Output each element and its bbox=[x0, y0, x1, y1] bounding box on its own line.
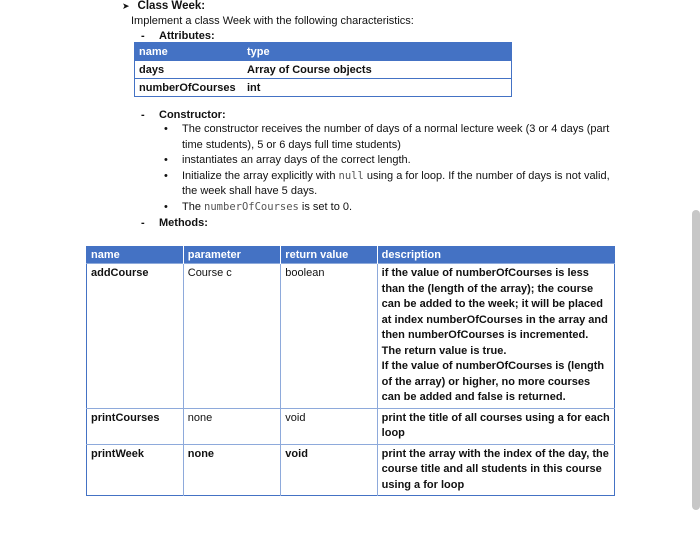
constructor-label bbox=[141, 109, 226, 121]
list-item-text: instantiates an array days of the correct length. bbox=[182, 154, 411, 166]
header-type: type bbox=[243, 43, 512, 61]
dash-bullet-icon: - bbox=[141, 217, 145, 229]
method-parameter: none bbox=[183, 444, 281, 496]
methods-label-text: Methods: bbox=[159, 217, 208, 229]
table-header-row bbox=[135, 43, 512, 61]
attributes-label-text: Attributes: bbox=[159, 30, 215, 42]
method-return: void bbox=[281, 444, 377, 496]
constructor-list bbox=[160, 122, 610, 215]
header-description: description bbox=[377, 247, 614, 264]
header-name: name bbox=[87, 247, 184, 264]
attr-name: days bbox=[135, 61, 244, 79]
attributes-label bbox=[141, 30, 215, 42]
attr-type: int bbox=[243, 79, 512, 97]
table-row bbox=[87, 408, 615, 444]
header-return: return value bbox=[281, 247, 377, 264]
bullet-icon: • bbox=[164, 169, 168, 182]
list-item-text: The constructor receives the number of days of a normal lecture week (3 or 4 days (part time students), 5 or 6 days full time students) bbox=[182, 123, 610, 151]
table-row bbox=[135, 79, 512, 97]
header-name: name bbox=[135, 43, 244, 61]
method-description bbox=[377, 264, 614, 409]
description-paragraph: If the value of numberOfCourses is (length of the array) or higher, no more courses can be added and false is returned. bbox=[381, 360, 605, 403]
inline-code: numberOfCourses bbox=[204, 200, 299, 213]
method-description: print the title of all courses using a for each loop bbox=[377, 408, 614, 444]
methods-label bbox=[141, 217, 208, 229]
description-paragraph: if the value of numberOfCourses is less than the (length of the array); the course can be added to the week; it will be placed at index numberOfCourses in the array and then numberOfCourses is incremented. The return value is true. bbox=[381, 267, 608, 357]
section-title: Class Week: bbox=[137, 0, 206, 12]
method-name: addCourse bbox=[87, 264, 184, 409]
arrow-bullet-icon: ➤ bbox=[122, 1, 130, 11]
list-item-text: The bbox=[182, 200, 201, 213]
list-item-text: using a for loop. If the number of days is not valid, the week shall have 5 days. bbox=[182, 169, 610, 197]
method-parameter: none bbox=[183, 408, 281, 444]
constructor-label-text: Constructor: bbox=[159, 109, 226, 121]
dash-bullet-icon: - bbox=[141, 30, 145, 42]
list-item bbox=[160, 153, 610, 169]
list-item bbox=[160, 200, 610, 216]
attr-type: Array of Course objects bbox=[243, 61, 512, 79]
table-row bbox=[87, 264, 615, 409]
inline-code: null bbox=[338, 169, 364, 182]
list-item bbox=[160, 169, 610, 200]
list-item bbox=[160, 122, 610, 153]
list-item-text: Initialize the array explicitly with bbox=[182, 169, 336, 182]
method-return: boolean bbox=[281, 264, 377, 409]
method-parameter: Course c bbox=[183, 264, 281, 409]
bullet-icon: • bbox=[164, 123, 168, 135]
dash-bullet-icon: - bbox=[141, 109, 145, 121]
list-item-text: is set to 0. bbox=[301, 200, 353, 213]
methods-table bbox=[86, 246, 615, 496]
section-intro: Implement a class Week with the following characteristics: bbox=[131, 15, 414, 27]
bullet-icon: • bbox=[164, 200, 168, 213]
attributes-table bbox=[134, 42, 512, 97]
vertical-scrollbar[interactable] bbox=[692, 210, 700, 510]
header-parameter: parameter bbox=[183, 247, 281, 264]
bullet-icon: • bbox=[164, 154, 168, 166]
section-heading bbox=[122, 0, 205, 12]
table-row bbox=[135, 61, 512, 79]
table-header-row bbox=[87, 247, 615, 264]
method-name: printWeek bbox=[87, 444, 184, 496]
method-name: printCourses bbox=[87, 408, 184, 444]
attr-name: numberOfCourses bbox=[135, 79, 244, 97]
method-description: print the array with the index of the day, the course title and all students in this course using a for loop bbox=[377, 444, 614, 496]
method-return: void bbox=[281, 408, 377, 444]
table-row bbox=[87, 444, 615, 496]
